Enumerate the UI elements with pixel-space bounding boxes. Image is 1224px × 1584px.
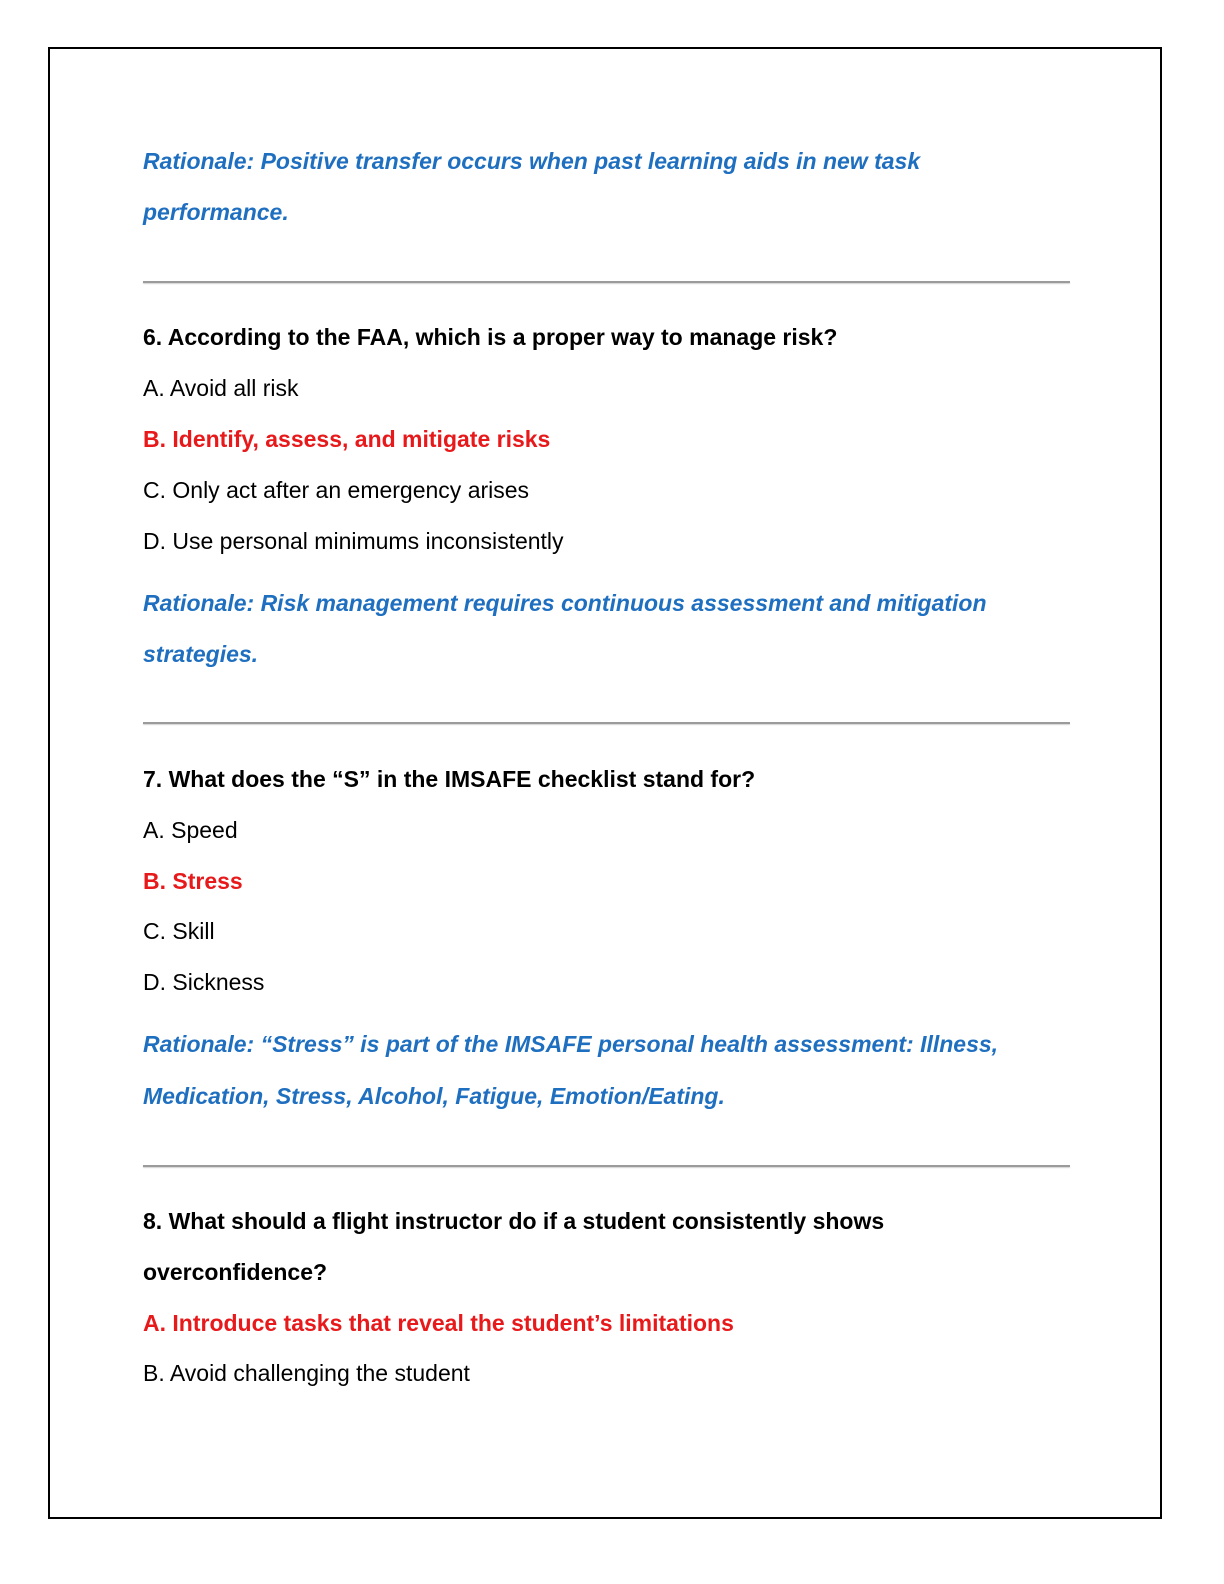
separator (143, 281, 1070, 283)
q7-option-b-correct: B. Stress (143, 868, 243, 894)
rationale-6-line-1: Rationale: Risk management requires continuous assessment and mitigation (143, 590, 987, 616)
question-7: 7. What does the “S” in the IMSAFE checklist stand for? (143, 766, 756, 792)
separator (143, 722, 1070, 724)
question-6: 6. According to the FAA, which is a proper way to manage risk? (143, 324, 838, 350)
rationale-5-line-2: performance. (143, 199, 289, 225)
rationale-7-line-2: Medication, Stress, Alcohol, Fatigue, Emotion/Eating. (143, 1083, 725, 1109)
q7-option-d: D. Sickness (143, 969, 265, 995)
q6-option-c: C. Only act after an emergency arises (143, 477, 530, 503)
q6-option-d: D. Use personal minimums inconsistently (143, 528, 564, 554)
rationale-5-line-1: Rationale: Positive transfer occurs when past learning aids in new task (143, 148, 921, 174)
q7-option-a: A. Speed (143, 817, 238, 843)
q6-option-a: A. Avoid all risk (143, 375, 299, 401)
q7-option-c: C. Skill (143, 918, 215, 944)
rationale-7-line-1: Rationale: “Stress” is part of the IMSAFE personal health assessment: Illness, (143, 1031, 999, 1057)
q8-option-b: B. Avoid challenging the student (143, 1360, 470, 1386)
rationale-6-line-2: strategies. (143, 641, 259, 667)
q8-option-a-correct: A. Introduce tasks that reveal the student’s limitations (143, 1310, 734, 1336)
question-8-line-1: 8. What should a flight instructor do if a student consistently shows (143, 1208, 885, 1234)
separator (143, 1165, 1070, 1167)
question-8-line-2: overconfidence? (143, 1259, 328, 1285)
q6-option-b-correct: B. Identify, assess, and mitigate risks (143, 426, 551, 452)
